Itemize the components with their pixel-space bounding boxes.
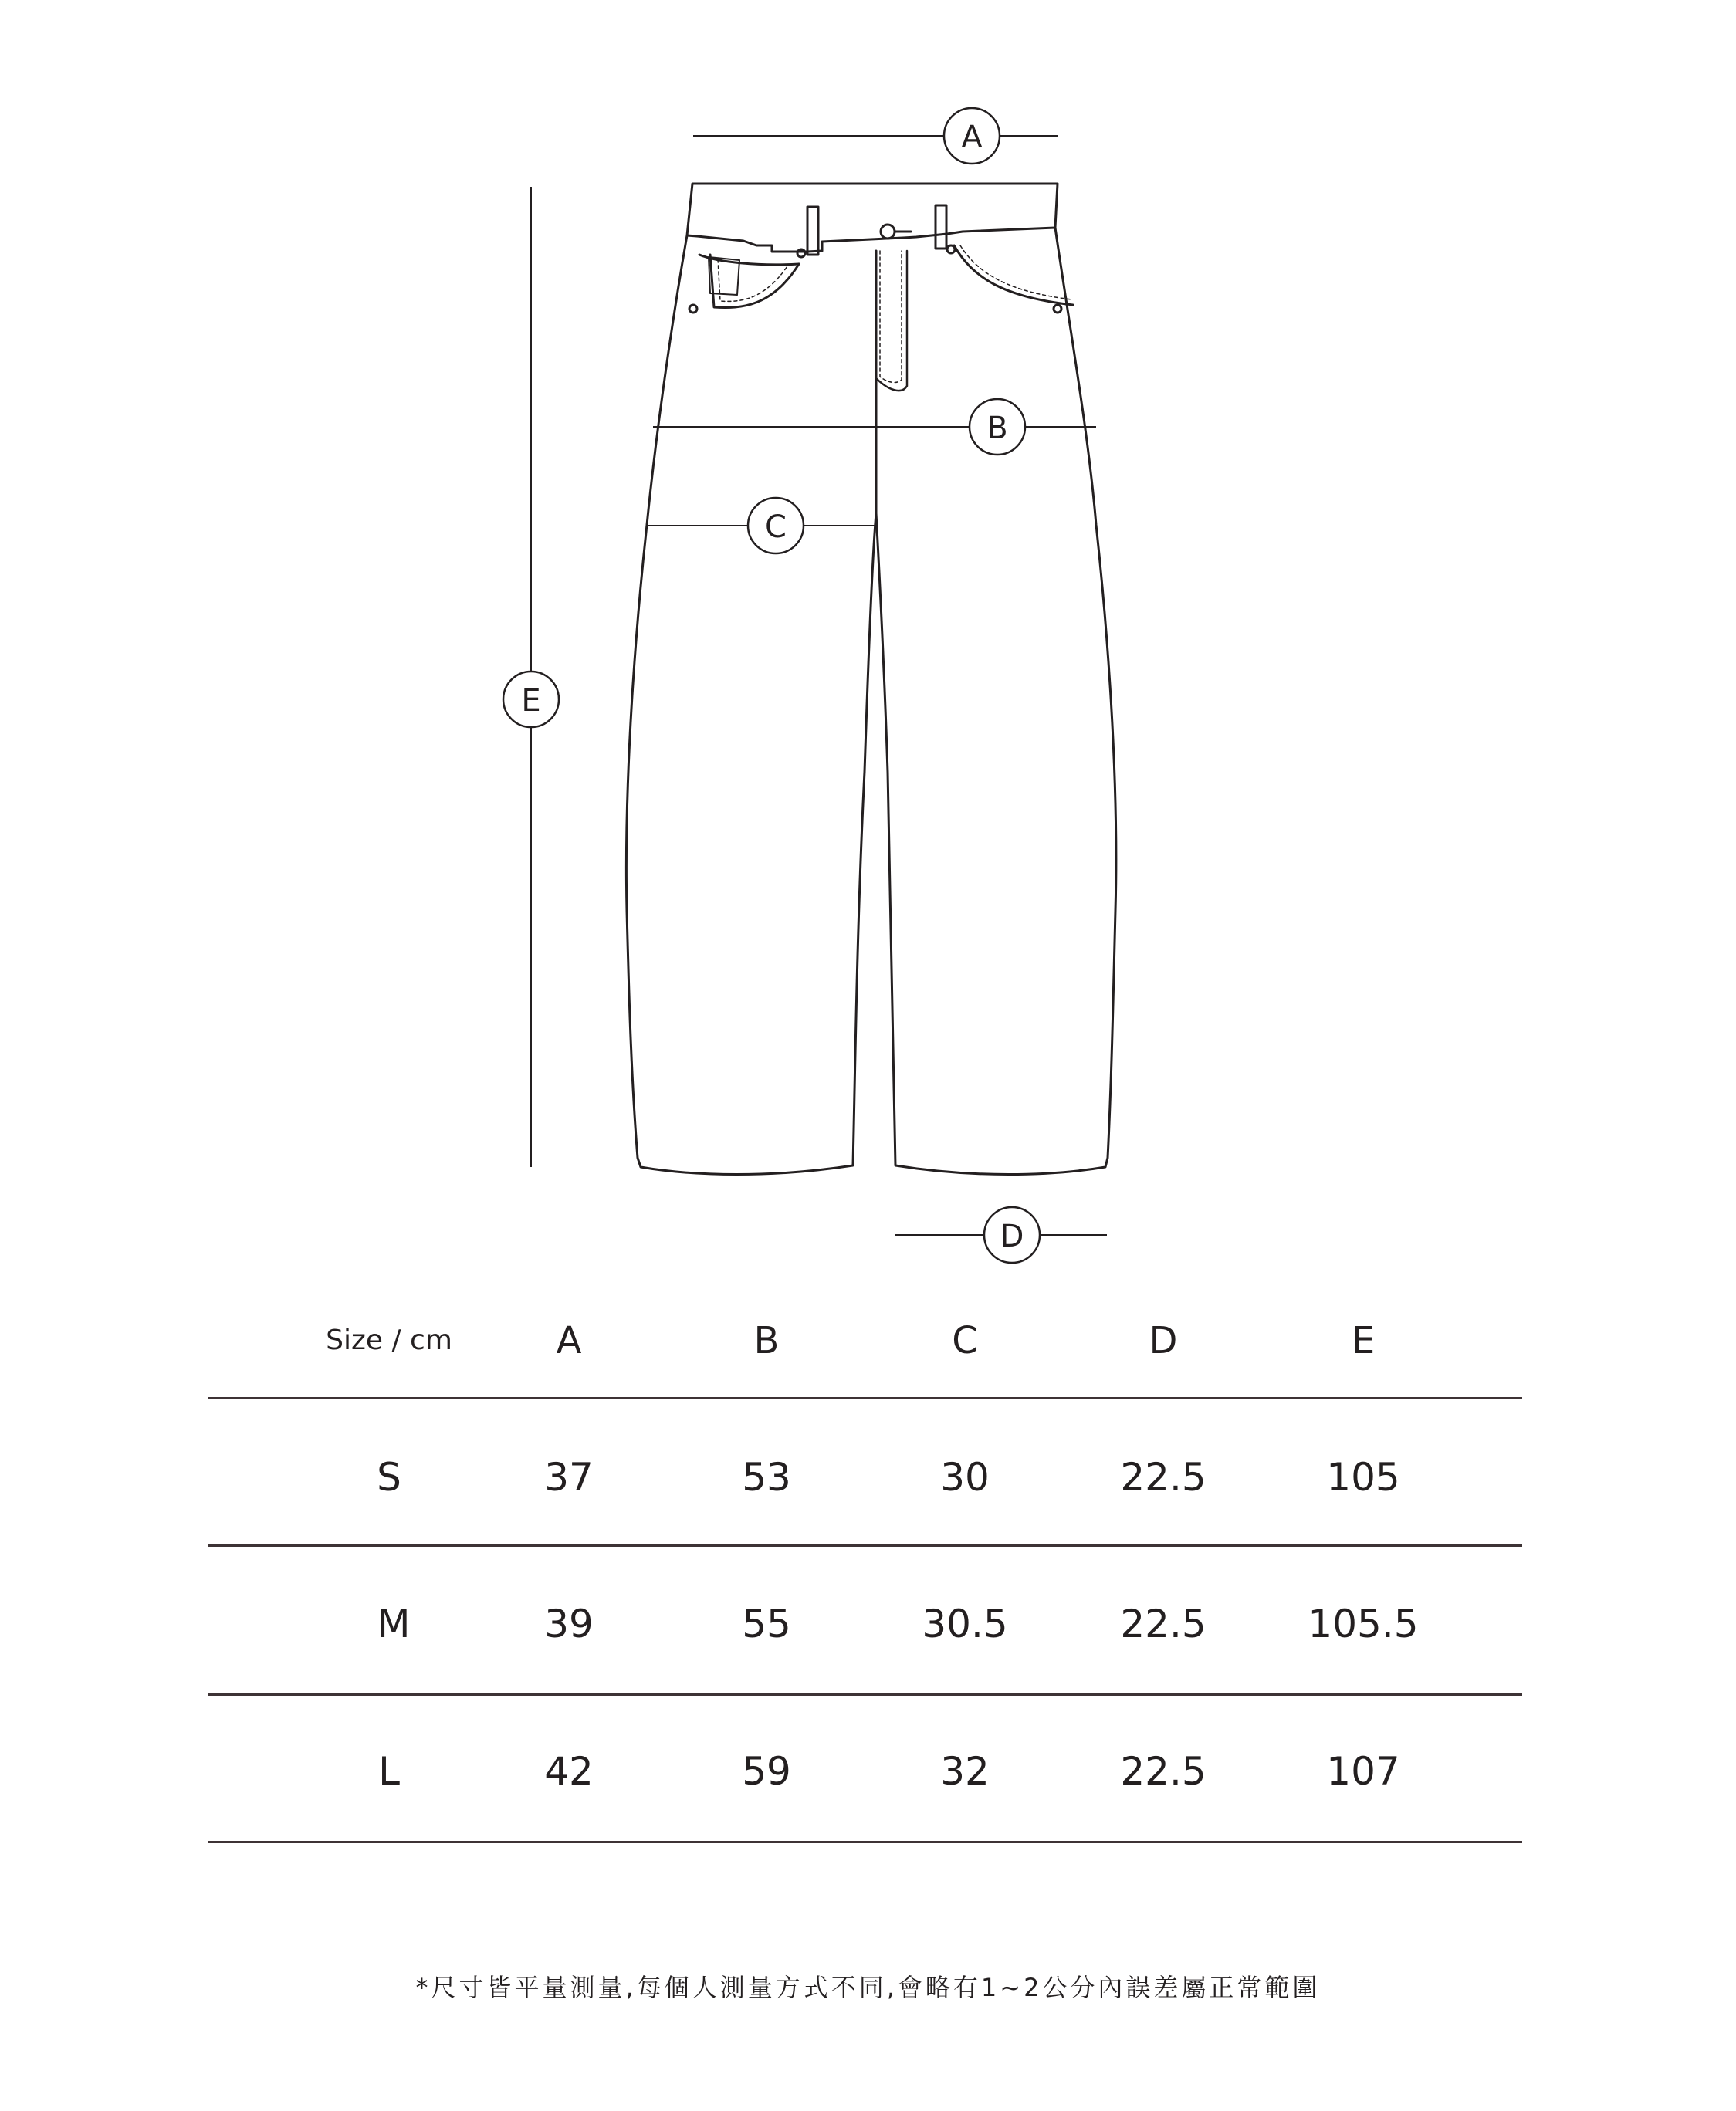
table-cell: 30	[940, 1455, 990, 1500]
rivet	[689, 305, 697, 313]
table-cell: 32	[940, 1749, 990, 1794]
marker-e: E	[521, 683, 541, 719]
table-cell: 22.5	[1120, 1749, 1206, 1794]
table-rule	[208, 1841, 1522, 1843]
column-header-b: B	[753, 1319, 780, 1362]
rivet	[1054, 305, 1061, 313]
rivet	[797, 249, 805, 257]
column-header-a: A	[556, 1319, 582, 1362]
left-leg-outline	[626, 235, 876, 1175]
size-unit-label: Size / cm	[326, 1324, 452, 1356]
column-header-d: D	[1149, 1319, 1178, 1362]
marker-b: B	[986, 411, 1008, 446]
marker-a: A	[961, 120, 983, 155]
table-rule	[208, 1397, 1522, 1399]
table-cell: 55	[742, 1602, 791, 1646]
measurement-note: *尺寸皆平量測量,每個人測量方式不同,會略有1~2公分內誤差屬正常範圍	[415, 1973, 1321, 2002]
column-header-e: E	[1351, 1319, 1376, 1362]
marker-d: D	[1000, 1219, 1024, 1254]
rivet	[947, 245, 955, 253]
row-size-s: S	[377, 1455, 401, 1500]
table-cell: 22.5	[1120, 1602, 1206, 1646]
table-cell: 59	[742, 1749, 791, 1794]
table-rule	[208, 1693, 1522, 1696]
table-cell: 39	[544, 1602, 594, 1646]
right-front-pocket	[954, 245, 1073, 305]
left-front-pocket	[699, 255, 799, 265]
column-header-c: C	[952, 1319, 978, 1362]
table-cell: 22.5	[1120, 1455, 1206, 1500]
table-cell: 105	[1326, 1455, 1400, 1500]
table-cell: 53	[742, 1455, 791, 1500]
belt-loop-right	[936, 205, 946, 249]
row-size-l: L	[378, 1749, 400, 1794]
table-cell: 30.5	[922, 1602, 1008, 1646]
table-cell: 37	[544, 1455, 594, 1500]
belt-loop-left	[807, 207, 818, 255]
waist-button	[881, 225, 895, 239]
waistband-outline	[687, 184, 1058, 252]
row-size-m: M	[377, 1602, 411, 1646]
table-cell: 105.5	[1308, 1602, 1419, 1646]
right-leg-outline	[876, 228, 1116, 1175]
table-cell: 107	[1326, 1749, 1400, 1794]
table-rule	[208, 1544, 1522, 1547]
table-cell: 42	[544, 1749, 594, 1794]
marker-c: C	[765, 509, 787, 545]
